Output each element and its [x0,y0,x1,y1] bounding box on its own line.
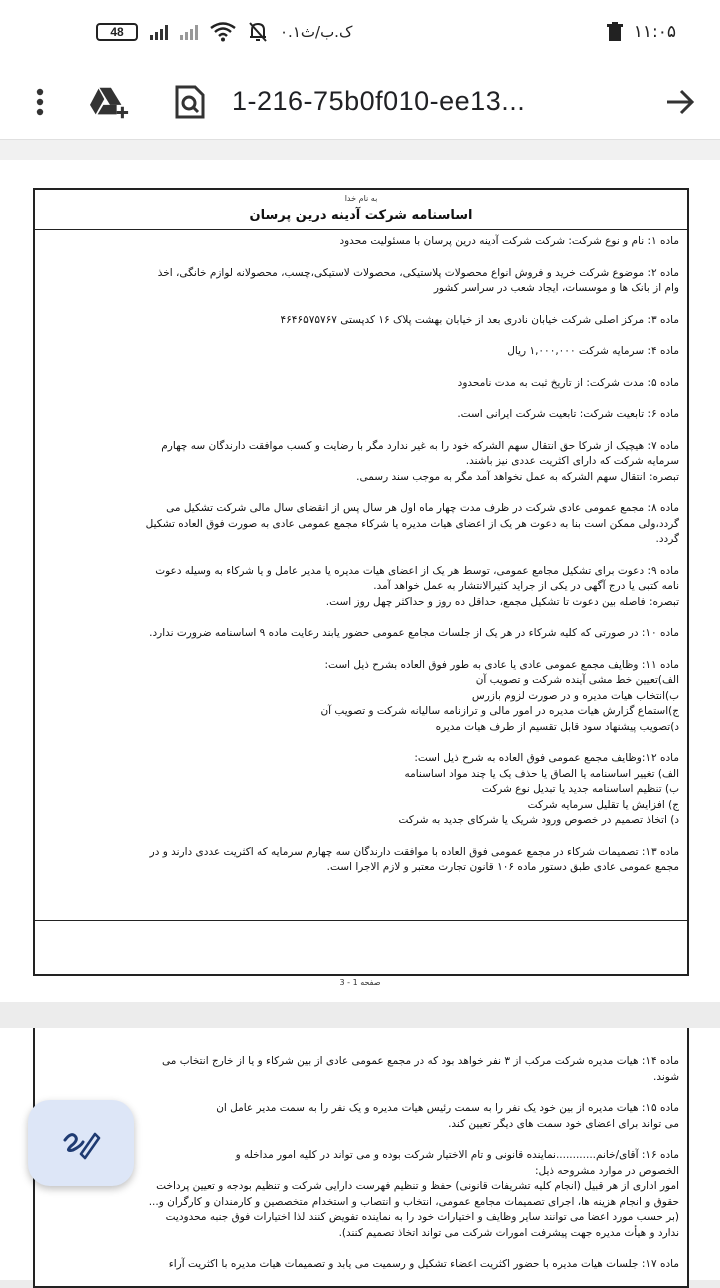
article [43,751,679,829]
article [43,1257,679,1273]
article [43,564,679,611]
article [43,845,679,876]
article-line: الف)تعیین خط مشی آینده شرکت و تصویب آن [475,674,679,686]
drive-add-icon[interactable] [90,82,130,122]
article-line: گردد،ولی ممکن است بنا به دعوت هر یک از اعضای هیات مدیره یا شرکاء مجمع عمومی عادی به صورت فوق العاده تشکیل [145,517,679,530]
edit-annotate-icon [61,1126,101,1160]
article [43,266,679,297]
article-line: مجمع عمومی عادی طبق دستور ماده ۱۰۶ قانون تجارت معتبر و لازم الاجرا است. [326,861,679,873]
annotate-button[interactable] [28,1100,134,1186]
article-line: ماده ۹: دعوت برای تشکیل مجامع عمومی، توسط هر یک از اعضای هیات مدیره یا مدیر عامل و یا شرکاء به وسیله دعوت [155,564,679,577]
article [43,626,679,642]
page-number: صفحه 1 - 3 [339,978,381,987]
trash-icon [606,22,624,42]
mute-bell-icon [248,21,268,43]
article-line: ب)انتخاب هیات مدیره و در صورت لزوم بازرس [471,689,679,702]
article [43,407,679,423]
signal-icon-secondary [180,24,198,40]
article-line: گردد. [655,533,679,545]
article-line: می تواند برای اعضای خود سمت های دیگر تعیین کند. [448,1117,679,1130]
article-line: د)تصویب پیشنهاد سود قابل تقسیم از طرف هیات مدیره [435,720,679,733]
article-line: ماده ۱: نام و نوع شرکت: شرکت شرکت آدینه درین پرسان با مسئولیت محدود [339,235,679,247]
articles-list [35,230,687,876]
page-frame [33,188,689,976]
article-line: ماده ۱۳: تصمیمات شرکاء در مجمع عمومی فوق العاده با موافقت دارندگان سه چهارم سرمایه که اکثریت عددی دارند و در [149,845,679,858]
article [43,313,679,329]
article-line: تبصره: فاصله بین دعوت تا تشکیل مجمع، حداقل ده روز و حداکثر چهل روز است. [325,595,679,608]
article [43,1101,679,1132]
article-line: ماده ۳: مرکز اصلی شرکت خیابان نادری بعد از خیابان بهشت پلاک ۱۶ کدپستی ۴۶۴۶۵۷۵۷۶۷ [280,313,679,326]
url-text[interactable]: 1-216-75b0f010-ee13... [232,86,526,116]
article-line: ماده ۷: هیچیک از شرکا حق انتقال سهم الشرکه خود را به غیر ندارد مگر با رضایت و کسب موافقت دارندگان سه چهارم [161,439,679,452]
article-line: حقوق و انجام هزینه ها، اجرای تصمیمات مجامع عمومی، انتخاب و انتصاب و استخدام متخصصین و کارمندان و کارگران و... [148,1195,679,1208]
article [43,439,679,486]
article-line: ماده ۱۰: در صورتی که کلیه شرکاء در هر یک از جلسات مجامع عمومی حضور یابند رعایت ماده ۹ اساسنامه ضرورت ندارد. [149,627,679,639]
article-line: ج)استماع گزارش هیات مدیره در امور مالی و ترازنامه سالیانه شرکت و تصویب آن [320,705,679,717]
article-line: ندارد و هیأت مدیره جهت پیشرفت امورات شرکت می تواند اتخاذ تصمیم کنند). [338,1226,679,1239]
document-title: اساسنامه شرکت آدینه درین پرسان [35,203,687,230]
article [43,501,679,548]
article-line: ب) تنظیم اساسنامه جدید یا تبدیل نوع شرکت [481,783,679,795]
battery-icon: 48 [96,23,138,41]
footer-divider [35,920,687,921]
article [43,234,679,250]
article-line: نامه کتبی یا درج آگهی در یکی از جراید کثیرالانتشار به عمل خواهد آمد. [373,580,679,592]
article-line: ماده ۱۷: جلسات هیات مدیره با حضور اکثریت اعضاء تشکیل و رسمیت می یابد و تصمیمات هیات مدیره با اکثریت آراء [168,1258,679,1270]
article-line: ماده ۱۱: وظایف مجمع عمومی عادی یا عادی به طور فوق العاده بشرح ذیل است: [324,658,679,671]
article-line: د) اتخاذ تصمیم در خصوص ورود شریک یا شرکای جدید به شرکت [398,814,679,826]
data-speed: ۰.۱ک.ب/ث [280,23,353,41]
article [43,1148,679,1241]
toolbar-divider [0,140,720,160]
article [43,344,679,360]
article-line: شوند. [653,1070,679,1083]
article-line: ماده ۲: موضوع شرکت خرید و فروش انواع محصولات پلاستیکی، محصولات لاستیکی،چسب، محصولانه لوازم خانگی، اخذ [157,266,679,279]
article-line: ماده ۱۵: هیات مدیره از بین خود یک نفر را به سمت رئیس هیات مدیره و یک نفر را به سمت مدیر عامل ان [216,1102,679,1114]
article-line: ج) افزایش یا تقلیل سرمایه شرکت [527,798,679,811]
article-line: امور اداری از هر قبیل (انجام کلیه تشریفات قانونی) حفظ و تنظیم فهرست دارایی شرکت و تنظیم بودجه و تعیین پرداخت [156,1180,679,1192]
article-line: سرمایه شرکت که دارای اکثریت عددی نیز باشند. [465,455,679,467]
bismillah: به نام خدا [344,194,378,203]
article-line: ماده ۶: تابعیت شرکت: تابعیت شرکت ایرانی است. [457,408,679,420]
browser-toolbar [0,64,720,140]
article-line: الف) تغییر اساسنامه یا الصاق یا حذف یک یا چند مواد اساسنامه [404,767,679,780]
page-search-icon[interactable] [170,82,210,122]
wifi-icon [210,22,236,42]
document-page-1 [0,160,720,1002]
signal-icon [150,24,168,40]
article-line: ماده ۱۶: آقای/خانم............نماینده قانونی و تام الاختیار شرکت بوده و می تواند در کلیه امور مداخله و [235,1149,679,1161]
article-line: ماده ۸: مجمع عمومی عادی شرکت در ظرف مدت چهار ماه اول هر سال پس از انقضای سال مالی شرکت تشکیل می [166,502,679,514]
status-bar [0,0,720,64]
article-line: الخصوص در موارد مشروحه ذیل: [535,1164,679,1177]
article-line: ماده ۵: مدت شرکت: از تاریخ ثبت به مدت نامحدود [457,376,679,389]
more-options-icon[interactable] [20,82,60,122]
article-line: وام از بانک ها و موسسات، ایجاد شعب در سراسر کشور [433,282,679,294]
article [43,658,679,736]
article-line: (بر حسب مورد اعضا می توانند سایر وظایف و اختیارات خود را به نماینده تفویض کنند لذا اختیارات فوق جنبه محدودیت [165,1211,679,1223]
article [43,1054,679,1085]
article-line: ماده ۱۲:وظایف مجمع عمومی فوق العاده به شرح ذیل است: [414,752,679,764]
forward-arrow-icon[interactable] [660,82,700,122]
article-line: تبصره: انتقال سهم الشرکه به عمل نخواهد آمد مگر به موجب سند رسمی. [356,470,679,483]
article-line: ماده ۱۴: هیات مدیره شرکت مرکب از ۳ نفر خواهد بود که در مجمع عمومی عادی از بین شرکاء و یا از خارج انتخاب می [162,1055,679,1067]
clock: ۱۱:۰۵ [633,22,676,42]
article [43,376,679,392]
article-line: ماده ۴: سرمایه شرکت ۱,۰۰۰,۰۰۰ ریال [507,345,679,357]
